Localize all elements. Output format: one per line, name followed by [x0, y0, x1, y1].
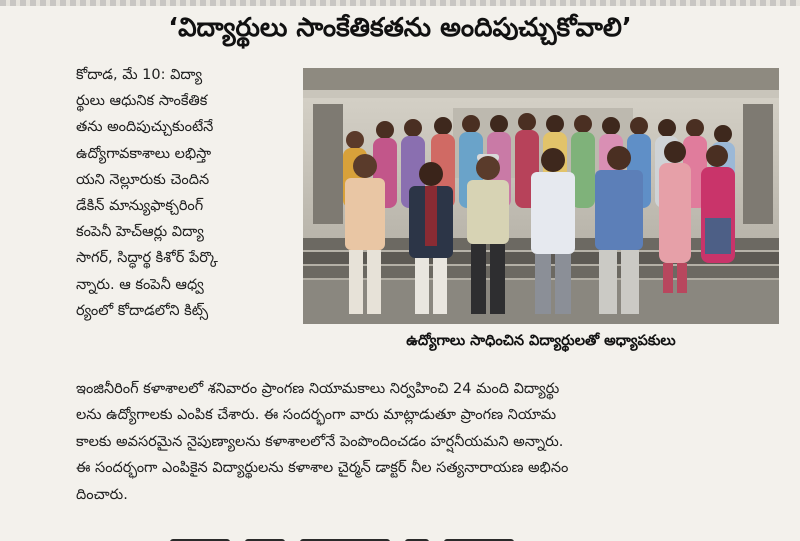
- column-line: ర్యంలో కోదాడలోని కిట్స్: [76, 302, 209, 319]
- article-column-text: [76, 62, 296, 324]
- group-photo: [303, 68, 779, 324]
- group-photo-illustration: [303, 68, 779, 324]
- photo-caption: ఉద్యోగాలు సాధించిన విద్యార్థులతో అధ్యాపకులు: [406, 333, 676, 349]
- column-line: యని నెల్లూరుకు చెందిన: [76, 171, 210, 188]
- body-line: కాలకు అవసరమైన నైపుణ్యాలను కళాశాలలోనే పెంపొందించడం హర్షనీయమని అన్నారు.: [76, 433, 564, 450]
- column-line: న్నారు. ఆ కంపెనీ ఆధ్వ: [76, 276, 204, 293]
- article-body-text: [76, 376, 776, 508]
- body-line: ఈ సందర్భంగా ఎంపికైన విద్యార్థులను కళాశాల చైర్మన్ డాక్టర్ నీల సత్యనారాయణ అభినం: [76, 460, 569, 477]
- column-line: ర్థులు ఆధునిక సాంకేతిక: [76, 93, 208, 110]
- column-line: సాగర్, సిద్ధార్థ కిశోర్ పేర్కొ: [76, 250, 218, 267]
- article-headline: ‘విద్యార్థులు సాంకేతికతను అందిపుచ్చుకోవాలి’: [168, 13, 632, 43]
- column-line: తను అందిపుచ్చుకుంటేనే: [76, 119, 214, 136]
- body-line: దించారు.: [76, 486, 128, 503]
- next-headline-fragment: [170, 530, 640, 541]
- column-line: కోదాడ, మే 10: విద్యా: [76, 67, 203, 83]
- body-line: లను ఉద్యోగాలకు ఎంపిక చేశారు. ఈ సందర్భంగా వారు మాట్లాడుతూ ప్రాంగణ నియామ: [76, 407, 557, 424]
- column-line: డేకిన్ మాన్యుఫాక్చరింగ్: [76, 198, 204, 215]
- column-line: కంపెనీ హెచ్ఆర్లు విద్యా: [76, 224, 204, 241]
- body-line: ఇంజినీరింగ్ కళాశాలలో శనివారం ప్రాంగణ నియామకాలు నిర్వహించి 24 మంది విద్యార్థు: [76, 381, 560, 397]
- column-line: ఉద్యోగావకాశాలు లభిస్తా: [76, 145, 212, 162]
